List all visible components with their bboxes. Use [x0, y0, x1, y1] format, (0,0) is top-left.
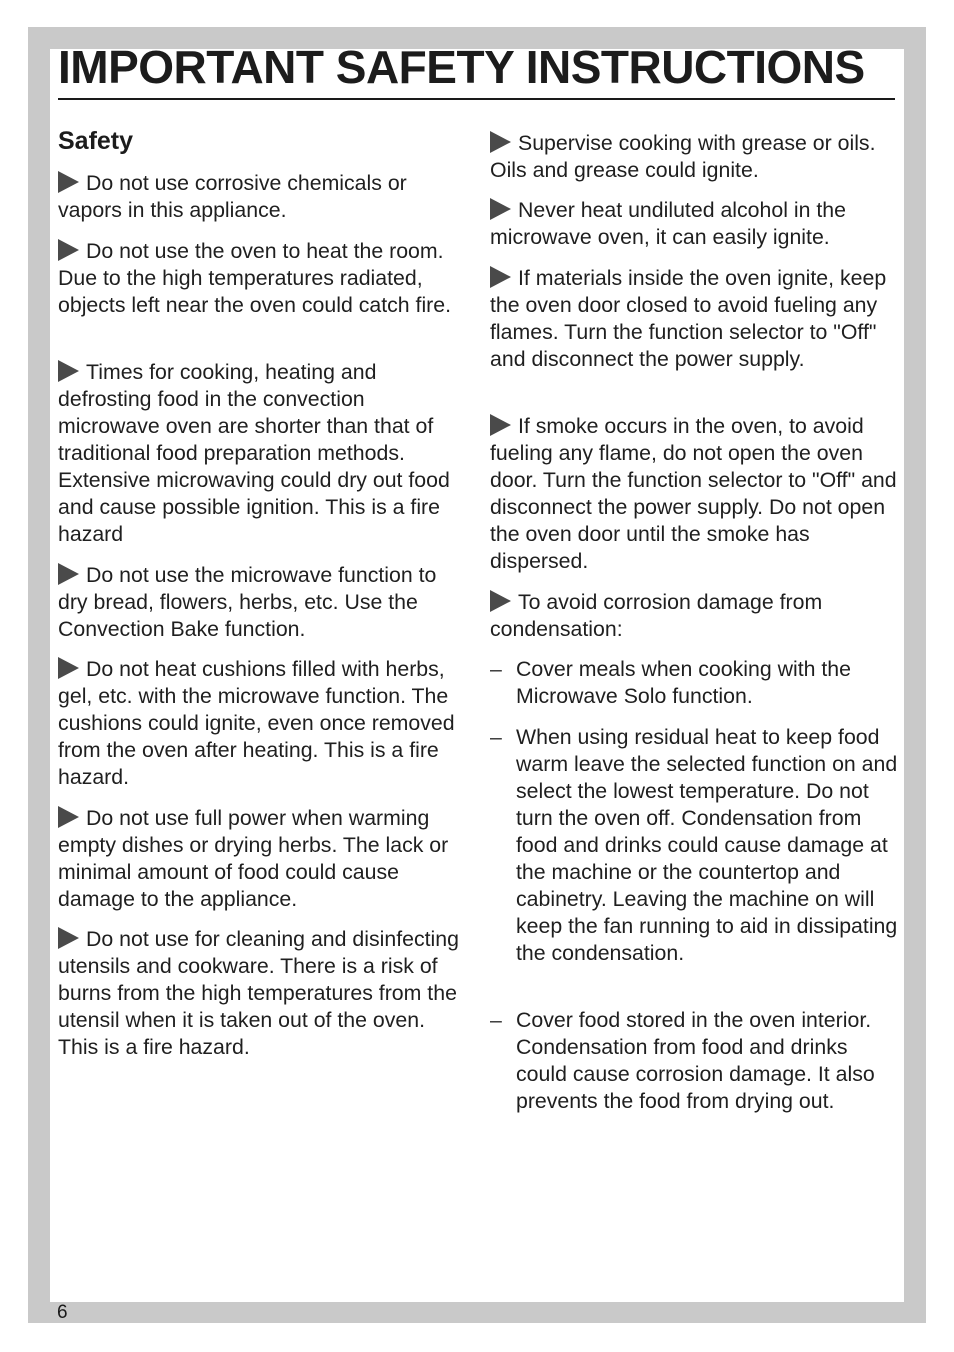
safety-item-text: Times for cooking, heating and defrosting food in the convection microwave oven are shorter than that of traditional food preparation methods. Extensive microwaving could dry out food and cause possible ignition. This is a fire hazard: [58, 360, 450, 546]
triangle-arrow-right-icon: [490, 131, 511, 153]
triangle-arrow-right-icon: [58, 171, 79, 193]
title-divider: [58, 98, 895, 100]
safety-item-text: Never heat undiluted alcohol in the microwave oven, it can easily ignite.: [490, 198, 846, 249]
safety-item-text: Do not use the oven to heat the room. Due to the high temperatures radiated, objects left near the oven could catch fire.: [58, 239, 452, 317]
safety-item: [58, 656, 463, 791]
safety-item-text: If smoke occurs in the oven, to avoid fueling any flame, do not open the oven door. Turn the function selector to "Off" and disconnect the power supply. Do not open the oven door until the smoke has dispersed.: [490, 414, 897, 573]
triangle-arrow-right-icon: [58, 239, 79, 261]
dash-list-item: [490, 1007, 898, 1115]
safety-item: [58, 170, 463, 224]
triangle-arrow-right-icon: [490, 266, 511, 288]
triangle-arrow-right-icon: [490, 198, 511, 220]
triangle-arrow-right-icon: [58, 806, 79, 828]
safety-item: [58, 562, 463, 643]
safety-item: [490, 589, 898, 643]
page-title: IMPORTANT SAFETY INSTRUCTIONS: [58, 41, 865, 93]
safety-item-text: To avoid corrosion damage from condensation:: [490, 590, 823, 641]
triangle-arrow-right-icon: [58, 657, 79, 679]
dash-marker: –: [490, 1008, 502, 1032]
dash-list-item: [490, 724, 898, 967]
safety-item-text: Do not use for cleaning and disinfecting utensils and cookware. There is a risk of burns from the high temperatures from the utensil when it is taken out of the oven. This is a fire hazard.: [58, 927, 459, 1059]
safety-item: [490, 413, 898, 575]
section-heading-safety: Safety: [58, 127, 134, 155]
triangle-arrow-right-icon: [58, 563, 79, 585]
safety-item: [490, 197, 898, 251]
dash-list-item-text: Cover meals when cooking with the Microwave Solo function.: [516, 657, 851, 708]
safety-item: [58, 238, 463, 319]
safety-item-text: Do not heat cushions filled with herbs, gel, etc. with the microwave function. The cushions could ignite, even once removed from the oven after heating. This is a fire hazard.: [58, 657, 455, 789]
safety-item: [58, 359, 463, 548]
triangle-arrow-right-icon: [58, 360, 79, 382]
safety-item-text: If materials inside the oven ignite, keep the oven door closed to avoid fueling any flames. Turn the function selector to "Off" and disconnect the power supply.: [490, 266, 887, 371]
safety-item: [490, 130, 898, 184]
triangle-arrow-right-icon: [58, 927, 79, 949]
safety-item-text: Do not use full power when warming empty dishes or drying herbs. The lack or minimal amount of food could cause damage to the appliance.: [58, 806, 449, 911]
safety-item: [490, 265, 898, 373]
safety-item-text: Do not use corrosive chemicals or vapors in this appliance.: [58, 171, 407, 222]
dash-list-item-text: Cover food stored in the oven interior. Condensation from food and drinks could cause corrosion damage. It also prevents the food from drying out.: [516, 1008, 875, 1113]
dash-marker: –: [490, 657, 502, 681]
triangle-arrow-right-icon: [490, 590, 511, 612]
safety-item: [58, 926, 463, 1061]
dash-marker: –: [490, 725, 502, 749]
dash-list-item: [490, 656, 898, 710]
page-number: 6: [57, 1302, 68, 1323]
safety-item: [58, 805, 463, 913]
dash-list-item-text: When using residual heat to keep food warm leave the selected function on and select the lowest temperature. Do not turn the oven off. Condensation from food and drinks could cause damage at the machine or the countertop and cabinetry. Leaving the machine on will keep the fan running to aid in dissipating the condensation.: [516, 725, 898, 965]
safety-item-text: Supervise cooking with grease or oils. Oils and grease could ignite.: [490, 131, 876, 182]
triangle-arrow-right-icon: [490, 414, 511, 436]
safety-item-text: Do not use the microwave function to dry bread, flowers, herbs, etc. Use the Convection Bake function.: [58, 563, 437, 641]
